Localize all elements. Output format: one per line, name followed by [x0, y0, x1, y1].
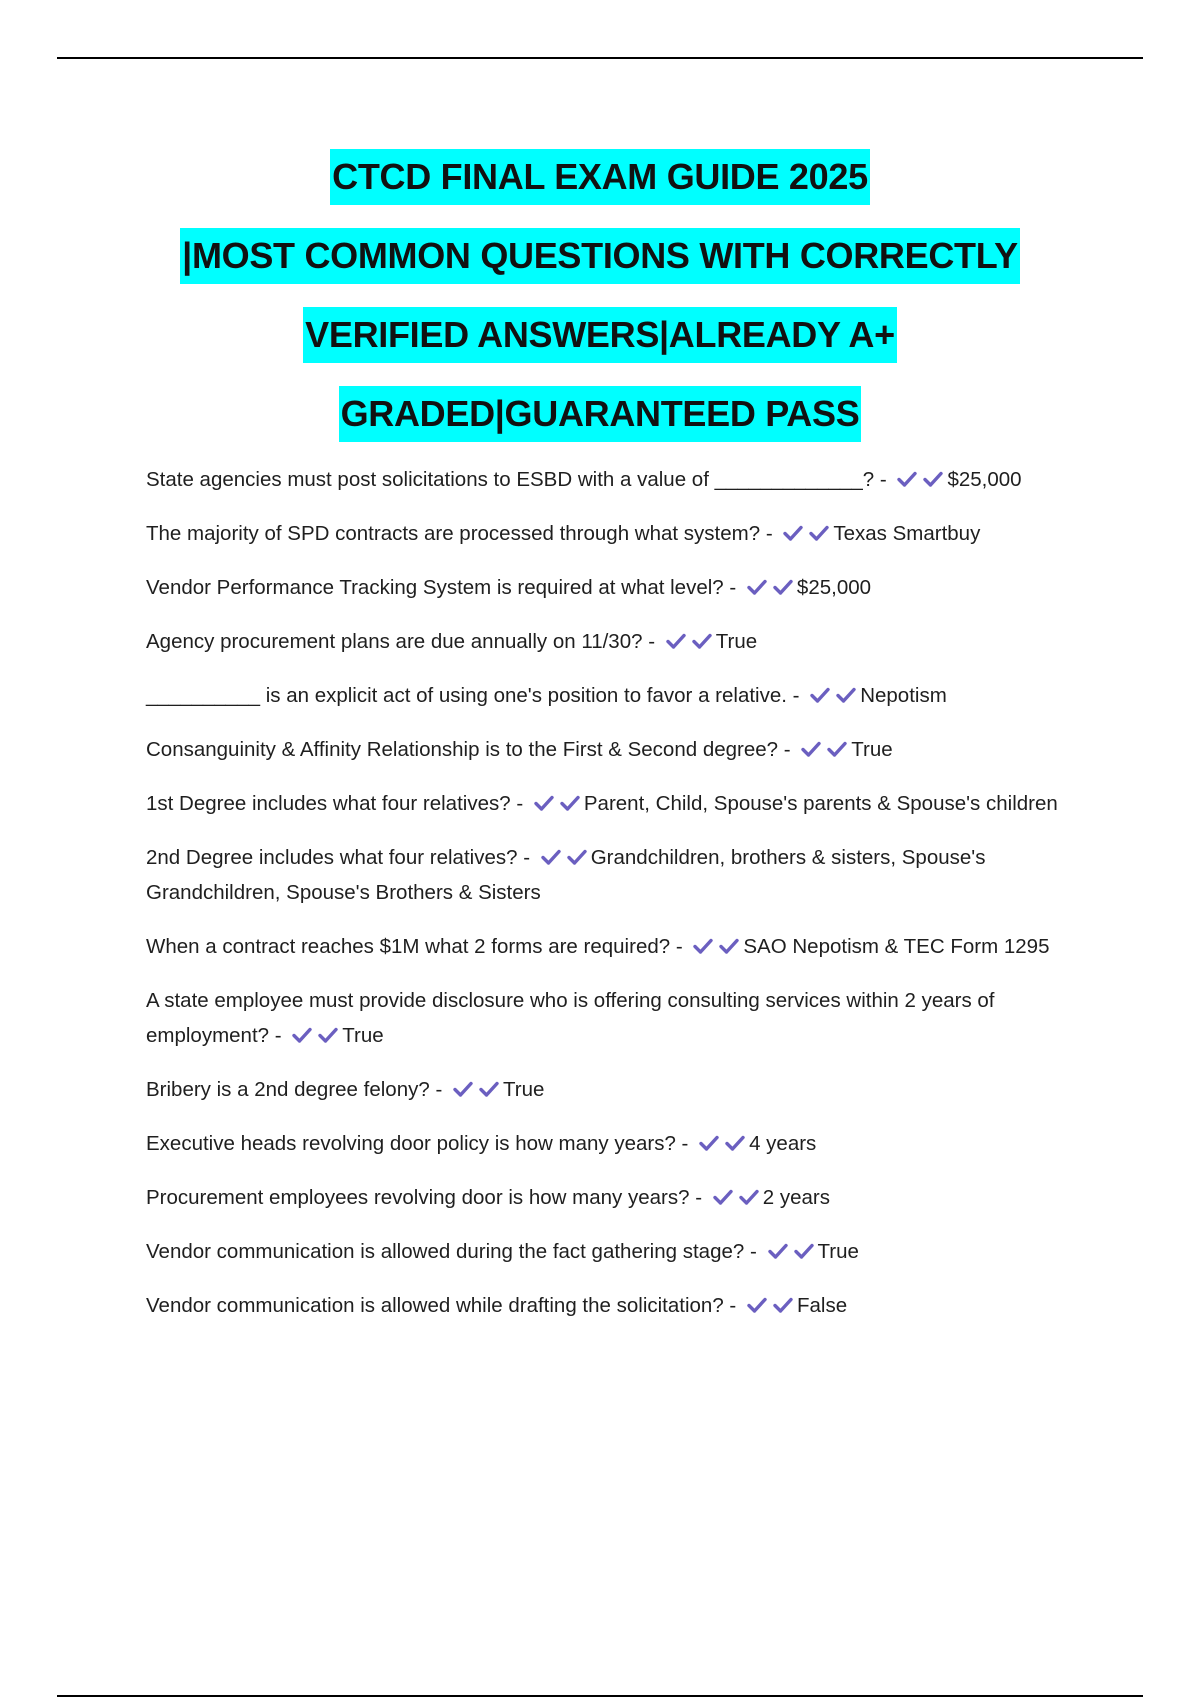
checkmark-icon — [533, 792, 555, 814]
checkmark-icon — [808, 522, 830, 544]
qa-item — [146, 624, 1076, 659]
checkmark-icon — [559, 792, 581, 814]
question-text: When a contract reaches $1M what 2 forms are required? - — [146, 935, 683, 958]
answer-text: 4 years — [749, 1132, 817, 1155]
question-text: A state employee must provide disclosure who is offering consulting services within 2 years of employment? - — [146, 989, 995, 1047]
qa-item — [146, 678, 1076, 713]
qa-item — [146, 1288, 1076, 1323]
checkmark-icon — [772, 1294, 794, 1316]
qa-item — [146, 1126, 1076, 1161]
title-line: GRADED|GUARANTEED PASS — [0, 382, 1200, 461]
checkmark-icon — [809, 684, 831, 706]
question-text: Agency procurement plans are due annually on 11/30? - — [146, 630, 656, 653]
question-text: Procurement employees revolving door is how many years? - — [146, 1186, 703, 1209]
answer-text: True — [715, 630, 758, 653]
checkmark-icon — [291, 1024, 313, 1046]
answer-text: $25,000 — [796, 576, 872, 599]
checkmark-icon — [896, 468, 918, 490]
answer-text: $25,000 — [947, 468, 1022, 491]
checkmark-icon — [540, 846, 562, 868]
checkmark-icon — [566, 846, 588, 868]
checkmark-icon — [746, 576, 768, 598]
question-text: Vendor communication is allowed during the fact gathering stage? - — [146, 1240, 757, 1263]
checkmark-icon — [800, 738, 822, 760]
qa-item — [146, 1234, 1076, 1269]
qa-item — [146, 516, 1076, 551]
qa-item — [146, 786, 1076, 821]
checkmark-icon — [724, 1132, 746, 1154]
title-line: VERIFIED ANSWERS|ALREADY A+ — [0, 303, 1200, 382]
checkmark-icon — [835, 684, 857, 706]
qa-item — [146, 462, 1076, 497]
checkmark-icon — [922, 468, 944, 490]
question-text: Bribery is a 2nd degree felony? - — [146, 1078, 443, 1101]
qa-item — [146, 929, 1076, 964]
qa-item — [146, 1180, 1076, 1215]
question-text: Vendor Performance Tracking System is required at what level? - — [146, 576, 737, 599]
checkmark-icon — [718, 935, 740, 957]
checkmark-icon — [712, 1186, 734, 1208]
answer-text: Grandchildren, brothers & sisters, Spouse's Grandchildren, Spouse's Brothers & Sisters — [146, 846, 986, 904]
checkmark-icon — [698, 1132, 720, 1154]
checkmark-icon — [746, 1294, 768, 1316]
answer-text: Nepotism — [860, 684, 947, 707]
qa-item — [146, 840, 1076, 910]
qa-item — [146, 570, 1076, 605]
qa-item — [146, 732, 1076, 767]
question-text: 1st Degree includes what four relatives? - — [146, 792, 524, 815]
checkmark-icon — [478, 1078, 500, 1100]
checkmark-icon — [452, 1078, 474, 1100]
checkmark-icon — [738, 1186, 760, 1208]
answer-text: Parent, Child, Spouse's parents & Spouse's children — [583, 792, 1058, 815]
question-text: The majority of SPD contracts are processed through what system? - — [146, 522, 773, 545]
document-title — [0, 145, 1200, 461]
answer-text: False — [796, 1294, 848, 1317]
question-text: __________ is an explicit act of using one's position to favor a relative. - — [146, 684, 800, 707]
answer-text: True — [817, 1240, 859, 1263]
checkmark-icon — [826, 738, 848, 760]
qa-list — [146, 462, 1076, 1342]
top-rule — [57, 57, 1143, 59]
question-text: Vendor communication is allowed while drafting the solicitation? - — [146, 1294, 737, 1317]
checkmark-icon — [665, 630, 687, 652]
answer-text: True — [502, 1078, 545, 1101]
qa-item — [146, 983, 1076, 1053]
checkmark-icon — [317, 1024, 339, 1046]
answer-text: Texas Smartbuy — [833, 522, 981, 545]
checkmark-icon — [767, 1240, 789, 1262]
checkmark-icon — [691, 630, 713, 652]
checkmark-icon — [772, 576, 794, 598]
answer-text: 2 years — [762, 1186, 830, 1209]
bottom-rule — [57, 1695, 1143, 1697]
qa-item — [146, 1072, 1076, 1107]
answer-text: True — [342, 1024, 384, 1047]
answer-text: True — [851, 738, 893, 761]
question-text: State agencies must post solicitations to ESBD with a value of _____________? - — [146, 468, 887, 491]
question-text: 2nd Degree includes what four relatives? - — [146, 846, 531, 869]
answer-text: SAO Nepotism & TEC Form 1295 — [743, 935, 1050, 958]
question-text: Executive heads revolving door policy is how many years? - — [146, 1132, 689, 1155]
question-text: Consanguinity & Affinity Relationship is to the First & Second degree? - — [146, 738, 791, 761]
checkmark-icon — [692, 935, 714, 957]
checkmark-icon — [793, 1240, 815, 1262]
title-line: |MOST COMMON QUESTIONS WITH CORRECTLY — [0, 224, 1200, 303]
title-line: CTCD FINAL EXAM GUIDE 2025 — [0, 145, 1200, 224]
checkmark-icon — [782, 522, 804, 544]
